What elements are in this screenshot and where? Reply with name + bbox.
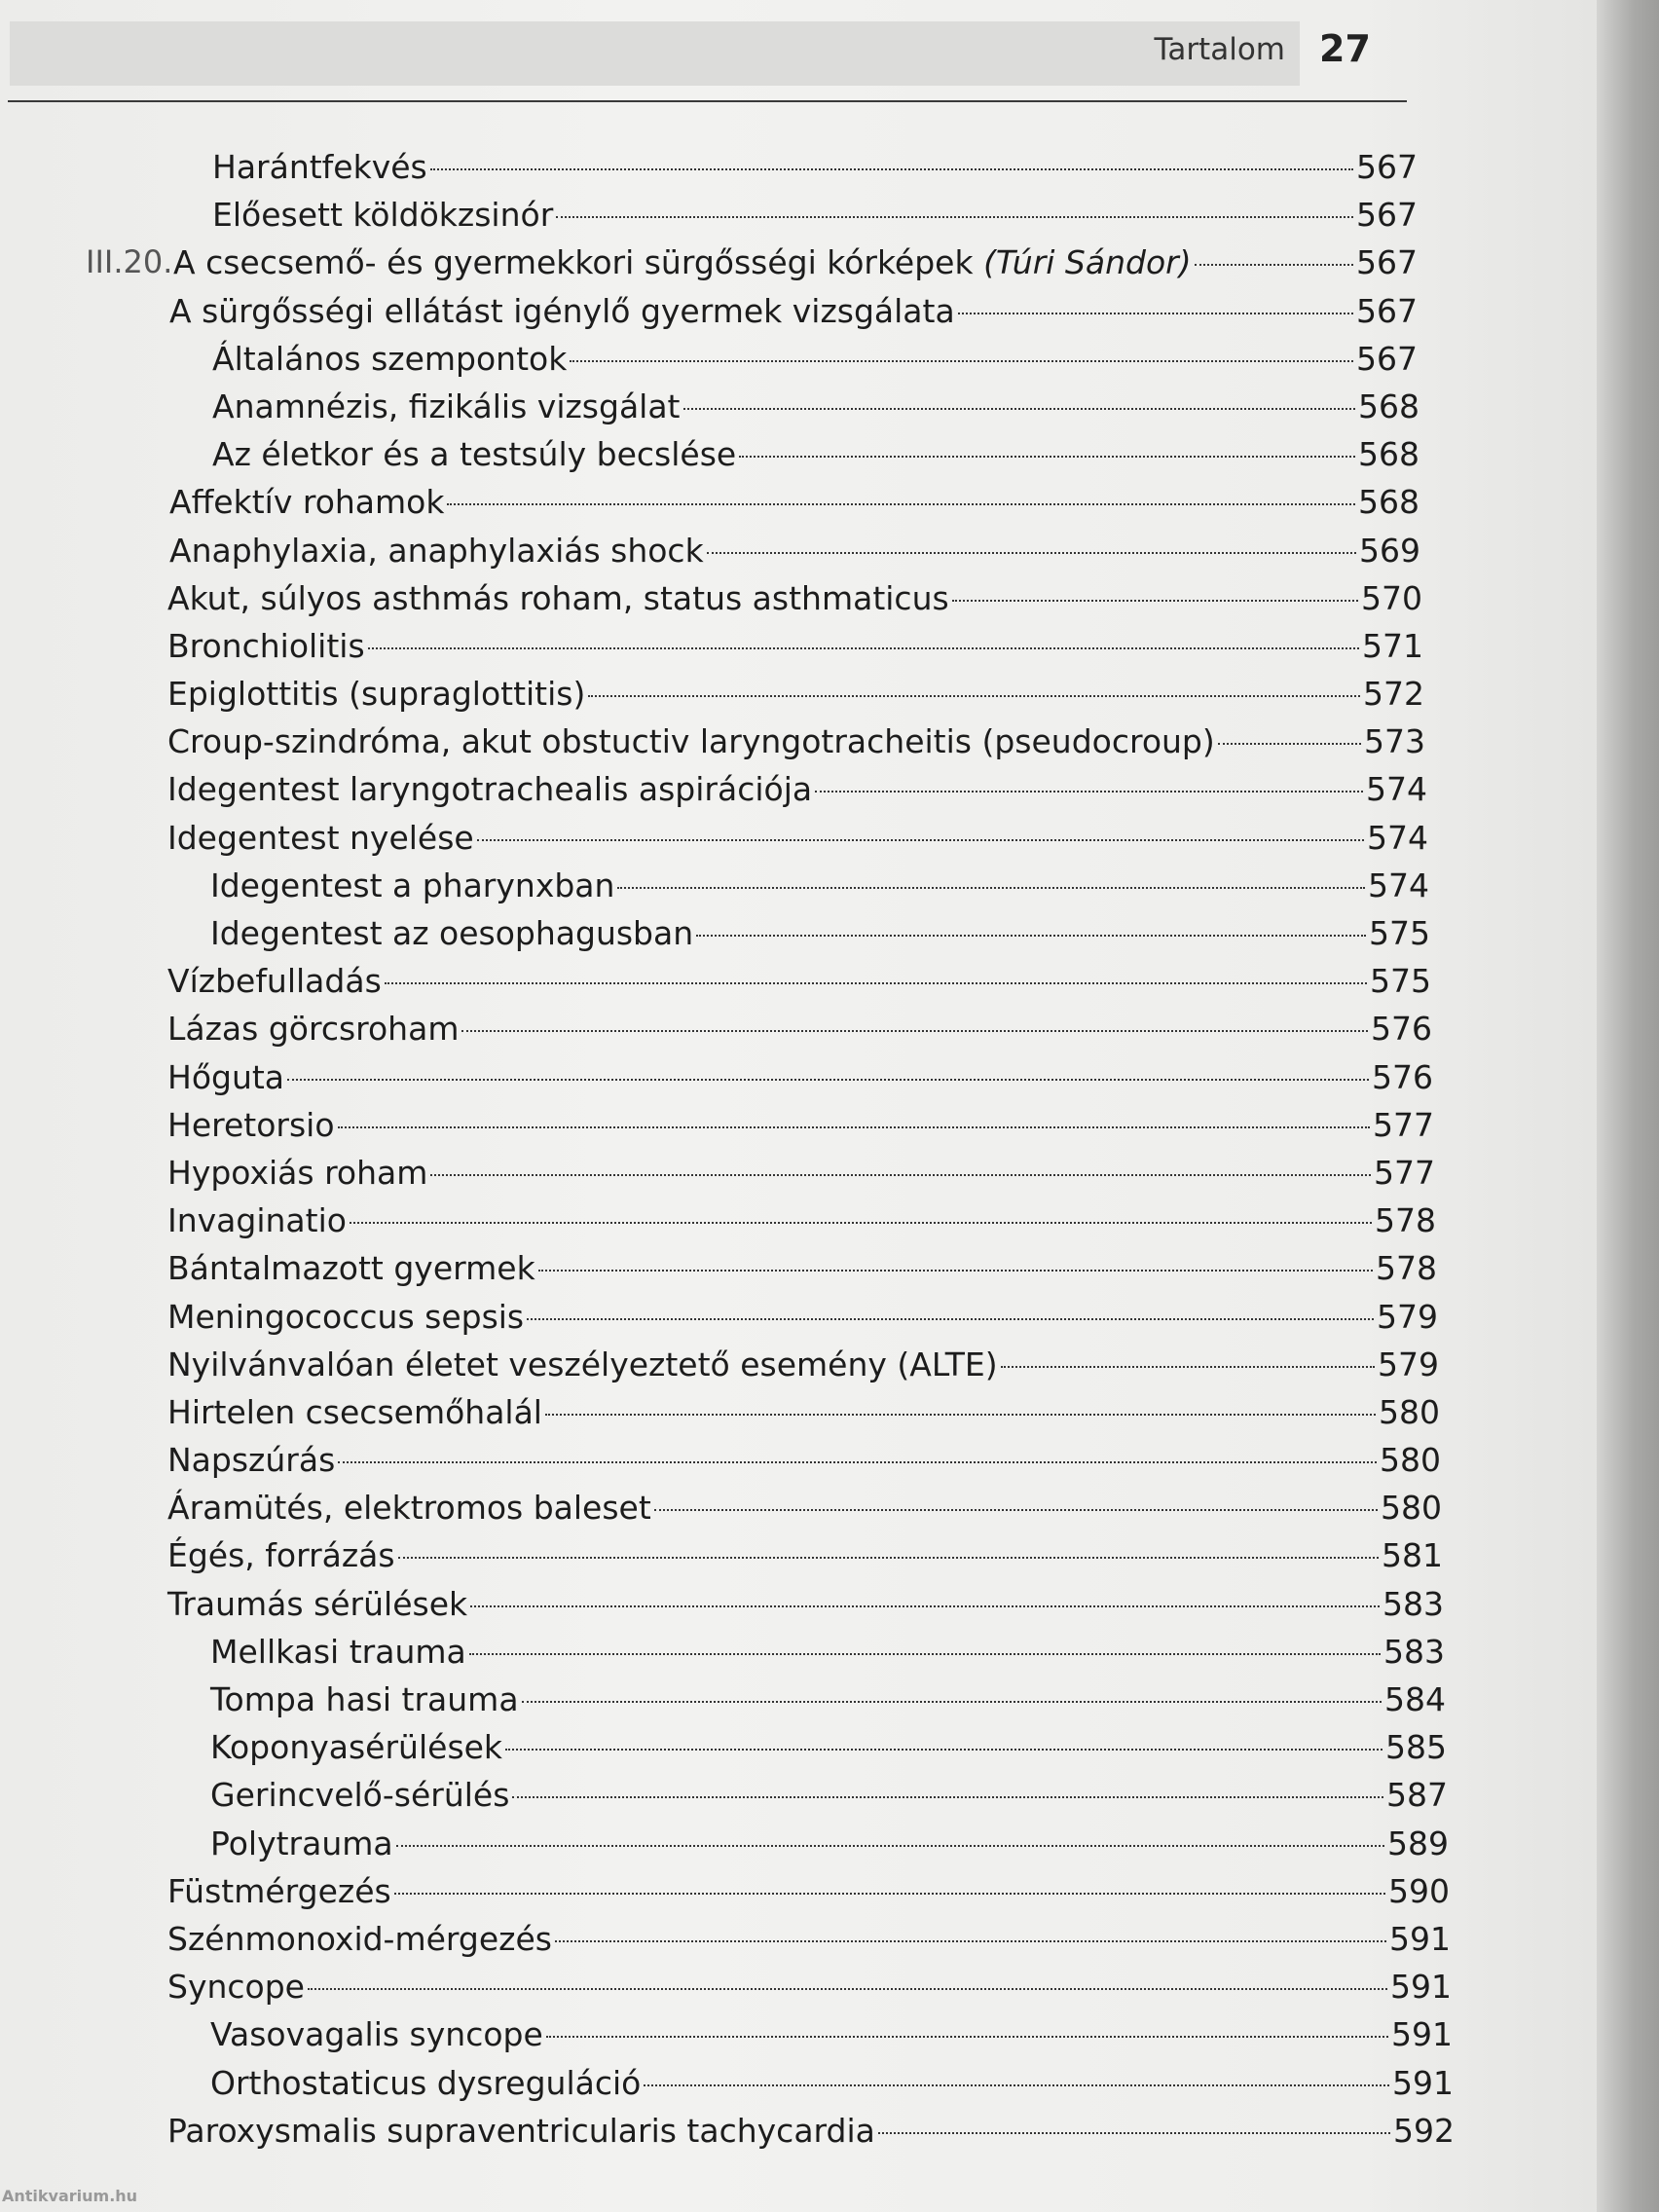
toc-entry [167, 1918, 1451, 1961]
toc-entry [167, 1870, 1450, 1913]
toc-entry-title: A sürgősségi ellátást igénylő gyermek vizsgálata [169, 291, 955, 330]
toc-entry-page: 577 [1373, 1105, 1434, 1144]
toc-entry-title: Idegentest az oesophagusban [210, 914, 694, 952]
chapter-number: III.20. [86, 243, 173, 281]
table-of-contents [0, 146, 1455, 2157]
toc-row [0, 768, 1441, 816]
dot-leader [555, 1940, 1386, 1942]
dot-leader [696, 935, 1366, 937]
watermark: Antikvarium.hu [2, 2187, 138, 2205]
toc-row [0, 530, 1441, 577]
toc-entry [167, 817, 1428, 860]
toc-row [0, 194, 1441, 241]
dot-leader [683, 408, 1356, 410]
toc-entry [167, 1199, 1436, 1242]
toc-entry-page: 574 [1367, 818, 1428, 857]
toc-entry-title: Tompa hasi trauma [210, 1680, 519, 1718]
toc-entry-page: 591 [1389, 1919, 1451, 1958]
dot-leader [338, 1461, 1377, 1463]
toc-entry-page: 574 [1366, 770, 1427, 809]
dot-leader [396, 1845, 1384, 1847]
toc-entry-title: Napszúrás [167, 1441, 336, 1480]
toc-row [0, 1152, 1441, 1199]
toc-entry [167, 1296, 1438, 1339]
toc-row [0, 1870, 1450, 1918]
dot-leader [505, 1749, 1382, 1751]
toc-row [0, 673, 1441, 720]
dot-leader [368, 647, 1359, 649]
toc-entry-page: 583 [1383, 1632, 1445, 1671]
toc-entry [169, 530, 1420, 572]
toc-row [0, 1678, 1446, 1726]
dot-leader [644, 2084, 1389, 2086]
toc-entry-page: 571 [1362, 626, 1423, 665]
toc-entry-page: 580 [1381, 1489, 1442, 1528]
toc-entry [210, 865, 1429, 907]
toc-row [0, 817, 1441, 865]
dot-leader [308, 1988, 1387, 1990]
dot-leader [430, 1174, 1371, 1176]
toc-entry-page: 577 [1374, 1153, 1435, 1192]
toc-entry-page: 585 [1385, 1728, 1447, 1767]
toc-row [0, 1247, 1441, 1295]
dot-leader [512, 1796, 1383, 1798]
toc-entry-title: Croup-szindróma, akut obstuctiv laryngotracheitis (pseudocroup) [167, 722, 1215, 761]
toc-row [0, 865, 1441, 912]
toc-entry-page: 570 [1361, 578, 1422, 617]
toc-entry-title: Hőguta [167, 1057, 285, 1096]
toc-entry [167, 673, 1424, 716]
toc-entry-page: 578 [1376, 1249, 1437, 1288]
toc-entry [167, 1247, 1437, 1290]
toc-entry-title: Az életkor és a testsúly becslése [212, 435, 737, 474]
toc-entry [210, 1726, 1447, 1769]
toc-entry-page: 575 [1370, 962, 1431, 1001]
toc-entry [167, 768, 1427, 811]
toc-entry-page: 584 [1384, 1680, 1446, 1718]
toc-row [0, 1487, 1441, 1534]
toc-entry [167, 1056, 1433, 1099]
dot-leader [477, 839, 1364, 841]
toc-entry-title: Mellkasi trauma [210, 1632, 466, 1671]
toc-row [0, 1199, 1441, 1247]
toc-entry-page: 567 [1356, 196, 1418, 235]
toc-row [0, 1008, 1441, 1055]
toc-row [0, 1056, 1441, 1104]
toc-entry-title: Általános szempontok [212, 339, 568, 378]
toc-entry [167, 960, 1431, 1003]
toc-row [0, 1439, 1441, 1487]
toc-row [0, 1631, 1445, 1678]
toc-entry [212, 146, 1418, 189]
toc-entry [167, 1439, 1441, 1482]
dot-leader [527, 1318, 1374, 1320]
dot-leader [461, 1030, 1368, 1032]
toc-entry-page: 567 [1356, 148, 1418, 186]
toc-entry-page: 591 [1391, 2015, 1453, 2054]
toc-entry-page: 576 [1371, 1010, 1432, 1049]
toc-entry-title: Koponyasérülések [210, 1728, 503, 1767]
dot-leader [469, 1653, 1381, 1655]
toc-entry-page: 568 [1358, 483, 1419, 522]
dot-leader [398, 1557, 1379, 1559]
toc-entry-title: Heretorsio [167, 1105, 335, 1144]
toc-entry-title: Füstmérgezés [167, 1871, 391, 1910]
dot-leader [958, 313, 1353, 314]
toc-entry-page: 578 [1375, 1201, 1436, 1240]
toc-entry [167, 2110, 1455, 2153]
toc-entry [212, 338, 1418, 381]
toc-row [0, 338, 1441, 386]
toc-entry-page: 589 [1387, 1824, 1449, 1862]
toc-entry-title: Gerincvelő-sérülés [210, 1776, 510, 1815]
toc-row [0, 720, 1441, 768]
toc-entry-title: Anamnézis, fizikális vizsgálat [212, 387, 681, 425]
toc-row [0, 1774, 1448, 1822]
toc-row [0, 146, 1441, 194]
toc-row [0, 241, 1441, 289]
page-edge-shadow [1597, 0, 1659, 2212]
toc-entry [173, 241, 1418, 284]
toc-entry-title: Paroxysmalis supraventricularis tachycardia [167, 2111, 875, 2150]
header-rule [8, 100, 1407, 102]
toc-row [0, 1726, 1447, 1774]
dot-leader [385, 982, 1367, 984]
toc-row [0, 1344, 1441, 1391]
toc-entry [212, 433, 1419, 476]
toc-entry-title: A csecsemő- és gyermekkori sürgősségi kórképek [173, 243, 974, 282]
toc-row [0, 625, 1441, 673]
toc-entry-title: Szénmonoxid-mérgezés [167, 1919, 552, 1958]
toc-entry [212, 194, 1418, 237]
page-number: 27 [1319, 27, 1371, 70]
dot-leader [545, 1414, 1376, 1416]
dot-leader [654, 1509, 1378, 1511]
toc-entry-title: Polytrauma [210, 1824, 393, 1862]
toc-row [0, 1823, 1449, 1870]
toc-row [0, 433, 1441, 481]
dot-leader [1218, 743, 1361, 745]
dot-leader [546, 2036, 1388, 2038]
toc-entry [167, 1966, 1452, 2009]
toc-entry [167, 720, 1425, 763]
toc-row [0, 481, 1441, 529]
dot-leader [707, 552, 1356, 554]
toc-entry-title: Vízbefulladás [167, 962, 382, 1001]
dot-leader [447, 503, 1355, 505]
toc-entry-page: 576 [1372, 1057, 1433, 1096]
toc-entry-page: 569 [1359, 531, 1420, 570]
toc-entry-title: Traumás sérülések [167, 1584, 468, 1623]
toc-row [0, 1966, 1452, 2013]
toc-entry-page: 590 [1388, 1871, 1450, 1910]
toc-entry-title: Invaginatio [167, 1201, 347, 1240]
toc-entry-title: Idegentest laryngotrachealis aspirációja [167, 770, 813, 809]
toc-entry-page: 573 [1364, 722, 1425, 761]
toc-entry-page: 579 [1378, 1345, 1439, 1383]
toc-entry-title: Idegentest a pharynxban [210, 866, 615, 904]
toc-row [0, 1296, 1441, 1344]
toc-entry-title: Áramütés, elektromos baleset [167, 1489, 651, 1528]
toc-row [0, 386, 1441, 433]
toc-entry [167, 1583, 1444, 1626]
toc-entry [210, 2062, 1454, 2105]
toc-entry [210, 1823, 1449, 1865]
toc-entry [169, 290, 1418, 333]
dot-leader [588, 695, 1360, 697]
toc-entry [210, 2013, 1453, 2056]
toc-entry-page: 591 [1392, 2063, 1454, 2102]
toc-entry [210, 1631, 1445, 1674]
toc-entry-title: Lázas görcsroham [167, 1010, 460, 1049]
toc-entry-title: Bronchiolitis [167, 626, 365, 665]
toc-entry-page: 592 [1393, 2111, 1455, 2150]
toc-row [0, 2062, 1454, 2110]
dot-leader [394, 1893, 1385, 1895]
toc-entry-author: (Túri Sándor) [983, 243, 1192, 282]
toc-entry [169, 481, 1419, 524]
header-band [10, 21, 1300, 86]
toc-entry-page: 591 [1390, 1968, 1452, 2007]
toc-entry-page: 572 [1363, 675, 1424, 714]
toc-entry-page: 587 [1386, 1776, 1448, 1815]
toc-entry-title: Előesett köldökzsinór [212, 196, 554, 235]
toc-entry [167, 1344, 1439, 1386]
toc-entry [167, 1152, 1435, 1195]
toc-entry [167, 1104, 1434, 1147]
toc-entry-page: 567 [1356, 339, 1418, 378]
toc-entry-title: Harántfekvés [212, 148, 427, 186]
toc-entry-page: 583 [1382, 1584, 1444, 1623]
toc-entry-title: Syncope [167, 1968, 305, 2007]
dot-leader [617, 887, 1365, 889]
toc-row [0, 1583, 1444, 1631]
toc-row [0, 960, 1441, 1008]
toc-entry-title: Anaphylaxia, anaphylaxiás shock [169, 531, 704, 570]
dot-leader [430, 168, 1353, 170]
dot-leader [952, 600, 1358, 602]
toc-entry [167, 1008, 1432, 1051]
toc-entry [210, 912, 1430, 955]
toc-row [0, 2013, 1453, 2061]
dot-leader [1001, 1366, 1375, 1368]
dot-leader [350, 1222, 1372, 1224]
toc-entry [167, 625, 1423, 668]
toc-row [0, 1534, 1441, 1582]
dot-leader [815, 791, 1363, 793]
toc-row [0, 912, 1441, 960]
dot-leader [1195, 264, 1353, 266]
toc-entry [210, 1678, 1446, 1721]
toc-row [0, 2110, 1455, 2157]
toc-entry [167, 1487, 1442, 1530]
dot-leader [522, 1701, 1382, 1703]
toc-row [0, 1391, 1441, 1439]
toc-entry-title: Hirtelen csecsemőhalál [167, 1392, 542, 1431]
dot-leader [739, 456, 1355, 458]
toc-entry-page: 568 [1358, 435, 1419, 474]
toc-entry-title: Akut, súlyos asthmás roham, status asthmaticus [167, 578, 949, 617]
toc-entry [167, 1391, 1440, 1434]
toc-row [0, 1918, 1451, 1966]
toc-entry-title: Bántalmazott gyermek [167, 1249, 535, 1288]
toc-entry-title: Meningococcus sepsis [167, 1297, 525, 1336]
toc-entry [167, 1534, 1443, 1577]
toc-row [0, 290, 1441, 338]
toc-entry-page: 567 [1356, 291, 1418, 330]
toc-entry-title: Affektív rohamok [169, 483, 445, 522]
dot-leader [570, 360, 1353, 362]
dot-leader [538, 1270, 1373, 1272]
dot-leader [287, 1079, 1369, 1081]
toc-entry-page: 567 [1356, 243, 1418, 282]
dot-leader [338, 1126, 1370, 1128]
dot-leader [470, 1605, 1380, 1607]
dot-leader [556, 216, 1353, 218]
toc-entry [210, 1774, 1448, 1817]
toc-entry-title: Idegentest nyelése [167, 818, 474, 857]
toc-entry-title: Hypoxiás roham [167, 1153, 428, 1192]
dot-leader [878, 2132, 1390, 2134]
toc-row [0, 577, 1441, 625]
toc-entry-page: 580 [1379, 1392, 1440, 1431]
toc-entry-page: 579 [1377, 1297, 1438, 1336]
toc-entry-title: Epiglottitis (supraglottitis) [167, 675, 586, 714]
running-header-title: Tartalom [1154, 32, 1285, 67]
toc-entry-page: 581 [1382, 1536, 1443, 1575]
toc-row [0, 1104, 1441, 1152]
toc-entry-page: 574 [1368, 866, 1429, 904]
toc-entry-title: Égés, forrázás [167, 1536, 395, 1575]
toc-entry-page: 568 [1358, 387, 1419, 425]
toc-entry-title: Nyilvánvalóan életet veszélyeztető esemény (ALTE) [167, 1345, 998, 1383]
toc-entry [212, 386, 1419, 428]
toc-entry-page: 580 [1380, 1441, 1441, 1480]
toc-entry-title: Vasovagalis syncope [210, 2015, 543, 2054]
toc-entry-title: Orthostaticus dysreguláció [210, 2063, 642, 2102]
toc-entry [167, 577, 1422, 620]
toc-entry-page: 575 [1369, 914, 1430, 952]
